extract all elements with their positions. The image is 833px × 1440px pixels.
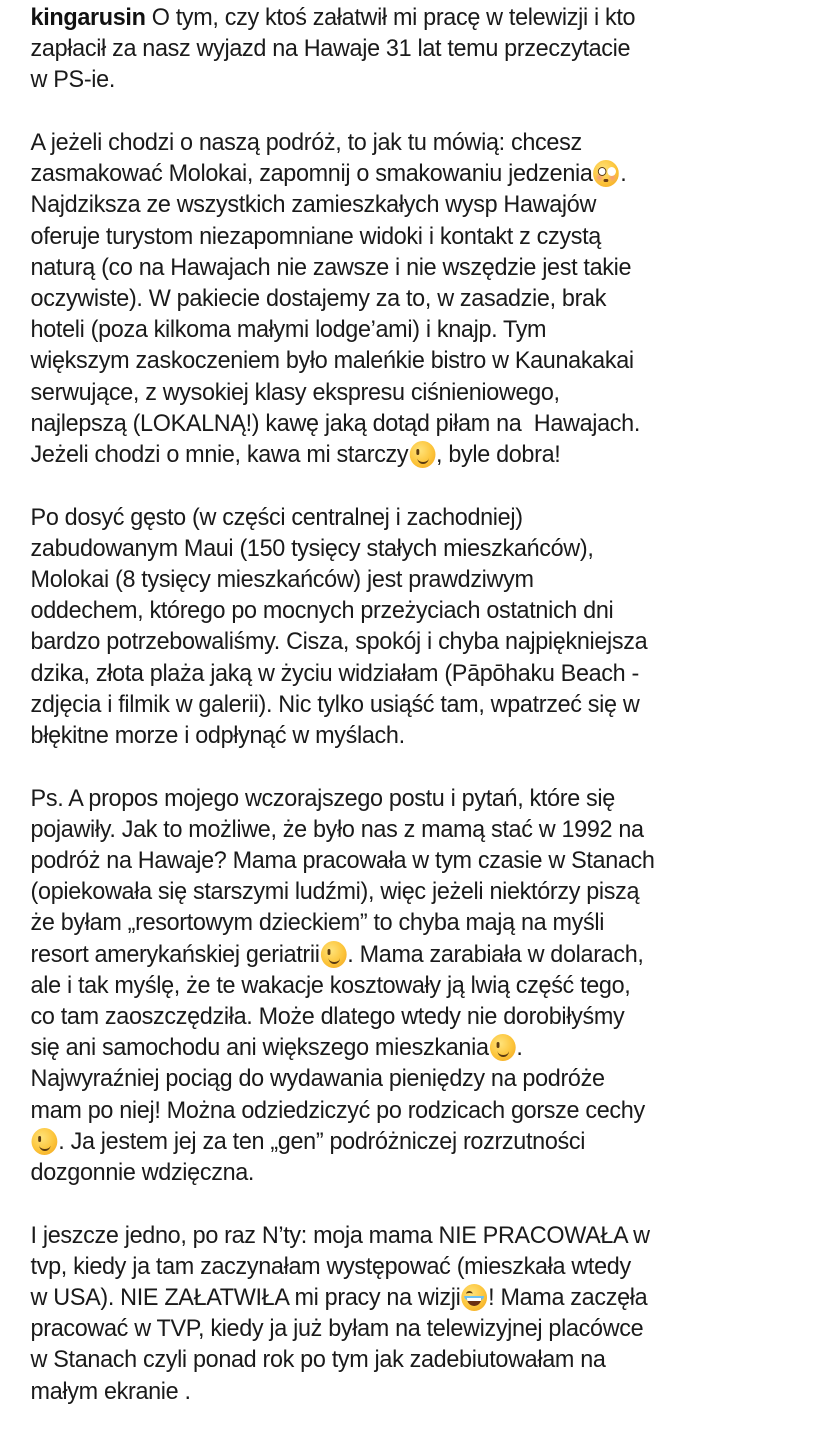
face-with-tears-of-joy-emoji-icon [461, 1284, 487, 1311]
caption-line [31, 1032, 833, 1063]
caption-text: dozgonnie wdzięczna. [30, 1158, 255, 1186]
caption-text: A jeżeli chodzi o naszą podróż, to jak tu mówią: chcesz [30, 129, 582, 157]
caption-line [31, 33, 833, 64]
caption-text: pojawiły. Jak to możliwe, że było nas z mamą stać w 1992 na [30, 815, 644, 843]
caption-line [31, 314, 833, 345]
caption-line [31, 345, 833, 376]
caption-text: większym zaskoczeniem było maleńkie bistro w Kaunakakai [30, 347, 634, 375]
caption-line [31, 720, 833, 751]
caption-text: Najdziksza ze wszystkich zamieszkałych wysp Hawajów [30, 191, 597, 219]
caption-text: najlepszą (LOKALNĄ!) kawę jaką dotąd piłam na Hawajach. [30, 409, 640, 437]
caption-text: w USA). NIE ZAŁATWIŁA mi pracy na wizji [30, 1283, 461, 1311]
caption-text: w Stanach czyli ponad rok po tym jak zadebiutowałam na [30, 1346, 606, 1374]
caption-text: resort amerykańskiej geriatrii [30, 940, 320, 968]
caption-text: oczywiste). W pakiecie dostajemy za to, w zasadzie, brak [30, 285, 607, 312]
caption-line [31, 626, 833, 657]
caption-text: , byle dobra! [435, 440, 561, 468]
caption-text: serwujące, z wysokiej klasy ekspresu ciśnieniowego, [30, 378, 560, 406]
caption-text: bardzo potrzebowaliśmy. Cisza, spokój i chyba najpiękniejsza [30, 628, 648, 656]
caption-line [31, 1157, 833, 1188]
caption-text: I jeszcze jedno, po raz N’ty: moja mama NIE PRACOWAŁA w [30, 1221, 650, 1249]
caption-line [31, 283, 833, 314]
caption-text: . [516, 1034, 523, 1062]
caption-text: błękitne morze i odpłynąć w myślach. [30, 721, 405, 749]
caption-text: pracować w TVP, kiedy ja już byłam na telewizyjnej placówce [30, 1315, 644, 1343]
caption-line [31, 1001, 833, 1032]
caption-line [31, 533, 833, 564]
caption-paragraph [31, 127, 833, 470]
caption-line [31, 564, 833, 595]
caption-line [31, 907, 833, 938]
caption-text: w PS-ie. [30, 66, 116, 94]
caption-text: się ani samochodu ani większego mieszkania [30, 1034, 489, 1062]
caption-paragraph [31, 2, 833, 96]
caption-line [31, 970, 833, 1001]
caption-text: Ps. A propos mojego wczorajszego postu i pytań, które się [30, 784, 615, 812]
caption-text: zdjęcia i filmik w galerii). Nic tylko usiąść tam, wpatrzeć się w [30, 690, 640, 718]
caption-line [31, 814, 833, 845]
caption-text: (opiekowała się starszymi ludźmi), więc jeżeli niektórzy piszą [30, 878, 640, 906]
caption-line [31, 1220, 833, 1251]
caption-text: O tym, czy ktoś załatwił mi pracę w telewizji i kto [145, 4, 636, 31]
winking-face-emoji-icon [490, 1034, 516, 1061]
caption-line [31, 439, 833, 470]
caption-line [31, 2, 833, 33]
caption-line [31, 158, 833, 189]
caption-text: Jeżeli chodzi o mnie, kawa mi starczy [30, 440, 409, 468]
caption-text: oferuje turystom niezapomniane widoki i kontakt z czystą [30, 222, 601, 250]
caption-text: ! Mama zaczęła [488, 1283, 648, 1311]
username-link[interactable]: kingarusin [30, 4, 146, 31]
caption-line [31, 408, 833, 439]
winking-face-emoji-icon [321, 941, 347, 968]
caption-text: podróż na Hawaje? Mama pracowała w tym czasie w Stanach [30, 847, 655, 874]
caption-text: zasmakować Molokai, zapomnij o smakowaniu jedzenia [30, 160, 593, 188]
caption-line [31, 502, 833, 533]
caption-text: naturą (co na Hawajach nie zawsze i nie wszędzie jest takie [30, 253, 632, 281]
caption-line [31, 1376, 833, 1407]
caption-text: hoteli (poza kilkoma małymi lodge’ami) i knajp. Tym [30, 316, 547, 344]
winking-face-emoji-icon [409, 441, 435, 468]
caption-line [31, 1313, 833, 1344]
caption-paragraph [31, 1220, 833, 1407]
caption-line [31, 658, 833, 689]
caption-line [31, 252, 833, 283]
caption-text: zapłacił za nasz wyjazd na Hawaje 31 lat temu przeczytacie [30, 35, 631, 63]
caption-text: mam po niej! Można odziedziczyć po rodzicach gorsze cechy [30, 1096, 645, 1124]
caption-text: . [620, 160, 627, 188]
caption-line [31, 1063, 833, 1094]
caption-line [31, 1126, 833, 1157]
caption-line [31, 783, 833, 814]
caption-paragraph [31, 502, 833, 752]
caption-text: Po dosyć gęsto (w części centralnej i zachodniej) [30, 503, 523, 531]
caption-line [31, 689, 833, 720]
caption-text: oddechem, którego po mocnych przeżyciach ostatnich dni [30, 597, 614, 625]
caption-line [31, 189, 833, 220]
caption-line [31, 939, 833, 970]
caption-line [31, 876, 833, 907]
winking-face-emoji-icon [32, 1128, 58, 1155]
caption-paragraph [31, 783, 833, 1188]
caption-text: zabudowanym Maui (150 tysięcy stałych mieszkańców), [30, 534, 594, 562]
caption-line [31, 1095, 833, 1126]
caption-text: ale i tak myślę, że te wakacje kosztowały ją lwią część tego, [30, 971, 631, 999]
caption-text: małym ekranie . [30, 1377, 191, 1405]
caption-text: Najwyraźniej pociąg do wydawania pieniędzy na podróże [30, 1065, 605, 1093]
caption-line [31, 1251, 833, 1282]
caption-line [31, 127, 833, 158]
caption-line [31, 595, 833, 626]
caption-text: . Ja jestem jej za ten „gen” podróżniczej rozrzutności [58, 1127, 586, 1155]
caption-text: . Mama zarabiała w dolarach, [347, 940, 644, 968]
caption-line [31, 1344, 833, 1375]
caption-line [31, 1282, 833, 1313]
caption-text: tvp, kiedy ja tam zaczynałam występować (mieszkała wtedy [30, 1252, 631, 1280]
caption-line [31, 221, 833, 252]
caption-line [31, 64, 833, 95]
caption-text: dzika, złota plaża jaką w życiu widziałam (Pāpōhaku Beach - [30, 659, 639, 687]
flushed-face-emoji-icon [594, 160, 620, 187]
caption-line [31, 377, 833, 408]
caption-text: że byłam „resortowym dzieckiem” to chyba mają na myśli [30, 909, 605, 937]
caption-text: co tam zaoszczędziła. Może dlatego wtedy nie dorobiłyśmy [30, 1002, 625, 1030]
caption-line [31, 845, 833, 876]
caption-text: Molokai (8 tysięcy mieszkańców) jest prawdziwym [30, 566, 534, 593]
